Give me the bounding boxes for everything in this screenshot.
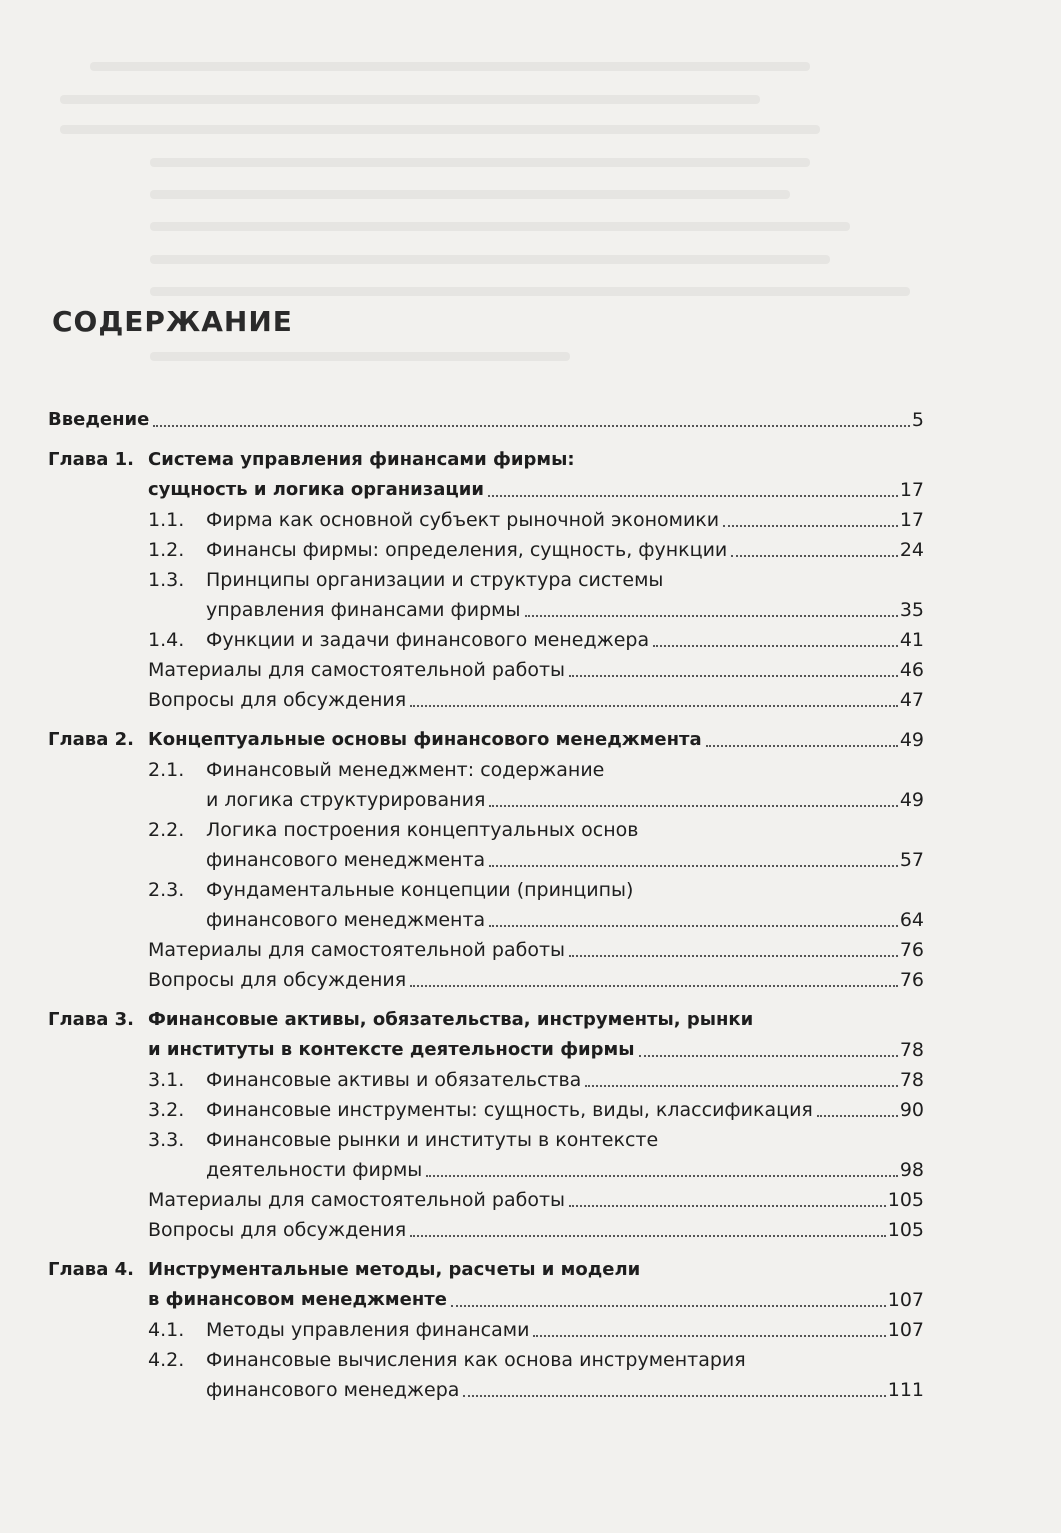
dot-leader bbox=[569, 675, 898, 677]
section-number: 3.2. bbox=[148, 1099, 185, 1121]
section-number: 1.3. bbox=[148, 569, 185, 591]
page-number: 76 bbox=[899, 939, 924, 961]
dot-leader bbox=[585, 1085, 897, 1087]
dot-leader bbox=[639, 1055, 898, 1057]
section-number: 3.1. bbox=[148, 1069, 185, 1091]
dot-leader bbox=[731, 555, 898, 557]
toc-entry-section-text: Финансовые инструменты: сущность, виды, классификация bbox=[206, 1099, 813, 1121]
dot-leader bbox=[569, 1205, 886, 1207]
toc-entry-extra-text: Материалы для самостоятельной работы bbox=[148, 1189, 566, 1211]
dot-leader bbox=[653, 645, 898, 647]
dot-leader bbox=[489, 805, 897, 807]
dot-leader bbox=[463, 1395, 885, 1397]
page-number: 47 bbox=[899, 689, 924, 711]
page-number: 105 bbox=[887, 1219, 924, 1241]
toc-entry-section bbox=[48, 1094, 924, 1124]
toc-entry-section-line bbox=[48, 754, 924, 784]
toc-entry-section-text: Принципы организации и структура системы bbox=[206, 569, 664, 591]
section-number: 2.1. bbox=[148, 759, 185, 781]
section-number: 4.1. bbox=[148, 1319, 185, 1341]
toc-entry-chapter bbox=[48, 1284, 924, 1314]
toc-entry-chapter bbox=[48, 724, 924, 754]
dot-leader bbox=[706, 745, 898, 747]
page-number: 64 bbox=[899, 909, 924, 931]
toc-entry-extra bbox=[48, 684, 924, 714]
page-number: 57 bbox=[899, 849, 924, 871]
toc-entry-section-text: Фундаментальные концепции (принципы) bbox=[206, 879, 634, 901]
page-number: 107 bbox=[887, 1319, 924, 1341]
toc-entry-extra-text: Вопросы для обсуждения bbox=[148, 1219, 407, 1241]
toc-entry-chapter-text: Концептуальные основы финансового менеджмента bbox=[148, 729, 702, 750]
toc-entry-section bbox=[48, 904, 924, 934]
toc-entry-section bbox=[48, 594, 924, 624]
toc-entry-section-text: Финансы фирмы: определения, сущность, функции bbox=[206, 539, 728, 561]
dot-leader bbox=[488, 495, 898, 497]
toc-entry-chapter-line bbox=[48, 1254, 924, 1284]
toc-entry-section-line bbox=[48, 874, 924, 904]
page-number: 41 bbox=[899, 629, 924, 651]
dot-leader bbox=[451, 1305, 886, 1307]
toc-entry-section-text: и логика структурирования bbox=[206, 789, 486, 811]
page-number: 17 bbox=[899, 479, 924, 501]
section-number: 1.2. bbox=[148, 539, 185, 561]
toc-entry-section bbox=[48, 1064, 924, 1094]
page-number: 78 bbox=[899, 1039, 924, 1061]
toc-entry-extra-text: Материалы для самостоятельной работы bbox=[148, 939, 566, 961]
intro-title: Введение bbox=[48, 409, 150, 430]
toc-entry-section-text: Финансовый менеджмент: содержание bbox=[206, 759, 605, 781]
dot-leader bbox=[426, 1175, 898, 1177]
dot-leader bbox=[410, 985, 898, 987]
toc-entry-chapter-text: и институты в контексте деятельности фирмы bbox=[148, 1039, 635, 1060]
table-of-contents bbox=[48, 402, 924, 1404]
toc-entry-section-text: финансового менеджера bbox=[206, 1379, 460, 1401]
dot-leader bbox=[489, 865, 898, 867]
toc-entry-chapter-text: Инструментальные методы, расчеты и модели bbox=[148, 1259, 641, 1280]
toc-entry-chapter bbox=[48, 474, 924, 504]
page-number: 24 bbox=[899, 539, 924, 561]
toc-entry-extra bbox=[48, 654, 924, 684]
toc-entry-extra bbox=[48, 1214, 924, 1244]
dot-leader bbox=[410, 1235, 886, 1237]
page-number: 107 bbox=[887, 1289, 924, 1311]
toc-entry-section bbox=[48, 534, 924, 564]
dot-leader bbox=[723, 525, 898, 527]
page-number: 46 bbox=[899, 659, 924, 681]
chapter-label: Глава 1. bbox=[48, 449, 134, 470]
toc-entry-section-text: Логика построения концептуальных основ bbox=[206, 819, 639, 841]
toc-entry-section-text: деятельности фирмы bbox=[206, 1159, 423, 1181]
page-number: 35 bbox=[899, 599, 924, 621]
toc-entry-section-line bbox=[48, 564, 924, 594]
toc-entry-section-text: управления финансами фирмы bbox=[206, 599, 521, 621]
toc-entry-section-text: финансового менеджмента bbox=[206, 909, 486, 931]
toc-entry-chapter-text: Финансовые активы, обязательства, инструменты, рынки bbox=[148, 1009, 754, 1030]
chapter-label: Глава 3. bbox=[48, 1009, 134, 1030]
toc-entry-section-line bbox=[48, 814, 924, 844]
dot-leader bbox=[489, 925, 898, 927]
section-number: 2.3. bbox=[148, 879, 185, 901]
toc-entry-section-text: Финансовые вычисления как основа инструментария bbox=[206, 1349, 746, 1371]
toc-entry-chapter-line bbox=[48, 1004, 924, 1034]
toc-entry-extra-text: Материалы для самостоятельной работы bbox=[148, 659, 566, 681]
dot-leader bbox=[525, 615, 898, 617]
section-number: 3.3. bbox=[148, 1129, 185, 1151]
toc-entry-section bbox=[48, 1374, 924, 1404]
dot-leader bbox=[533, 1335, 885, 1337]
toc-entry-extra-text: Вопросы для обсуждения bbox=[148, 689, 407, 711]
toc-entry-extra-text: Вопросы для обсуждения bbox=[148, 969, 407, 991]
toc-entry-section-text: Финансовые рынки и институты в контексте bbox=[206, 1129, 659, 1151]
toc-entry-section-text: Функции и задачи финансового менеджера bbox=[206, 629, 650, 651]
toc-entry-chapter bbox=[48, 1034, 924, 1064]
toc-entry-chapter-text: Система управления финансами фирмы: bbox=[148, 449, 575, 470]
toc-entry-chapter-text: в финансовом менеджменте bbox=[148, 1289, 447, 1310]
section-number: 1.1. bbox=[148, 509, 185, 531]
page-number: 17 bbox=[899, 509, 924, 531]
toc-entry-intro bbox=[48, 402, 924, 434]
page-number: 78 bbox=[899, 1069, 924, 1091]
toc-entry-chapter-text: сущность и логика организации bbox=[148, 479, 484, 500]
section-number: 2.2. bbox=[148, 819, 185, 841]
toc-entry-extra bbox=[48, 1184, 924, 1214]
page-number: 49 bbox=[899, 789, 924, 811]
toc-entry-section bbox=[48, 504, 924, 534]
page-number: 105 bbox=[887, 1189, 924, 1211]
toc-entry-section bbox=[48, 624, 924, 654]
toc-entry-section-line bbox=[48, 1344, 924, 1374]
page-number: 5 bbox=[911, 409, 924, 431]
chapter-label: Глава 4. bbox=[48, 1259, 134, 1280]
toc-entry-extra bbox=[48, 964, 924, 994]
page-title: СОДЕРЖАНИЕ bbox=[52, 305, 293, 338]
page-number: 98 bbox=[899, 1159, 924, 1181]
chapter-label: Глава 2. bbox=[48, 729, 134, 750]
toc-entry-section bbox=[48, 1314, 924, 1344]
toc-entry-section-line bbox=[48, 1124, 924, 1154]
page-number: 49 bbox=[899, 729, 924, 751]
toc-entry-section-text: Финансовые активы и обязательства bbox=[206, 1069, 582, 1091]
toc-entry-chapter-line bbox=[48, 444, 924, 474]
page-number: 111 bbox=[887, 1379, 924, 1401]
toc-entry-extra bbox=[48, 934, 924, 964]
dot-leader bbox=[410, 705, 898, 707]
dot-leader bbox=[817, 1115, 898, 1117]
section-number: 4.2. bbox=[148, 1349, 185, 1371]
toc-entry-section bbox=[48, 1154, 924, 1184]
dot-leader bbox=[153, 425, 910, 427]
toc-entry-section-text: Методы управления финансами bbox=[206, 1319, 530, 1341]
toc-entry-section-text: финансового менеджмента bbox=[206, 849, 486, 871]
toc-entry-section bbox=[48, 784, 924, 814]
toc-entry-section-text: Фирма как основной субъект рыночной экономики bbox=[206, 509, 720, 531]
dot-leader bbox=[569, 955, 898, 957]
page-number: 90 bbox=[899, 1099, 924, 1121]
section-number: 1.4. bbox=[148, 629, 185, 651]
toc-entry-section bbox=[48, 844, 924, 874]
page-number: 76 bbox=[899, 969, 924, 991]
